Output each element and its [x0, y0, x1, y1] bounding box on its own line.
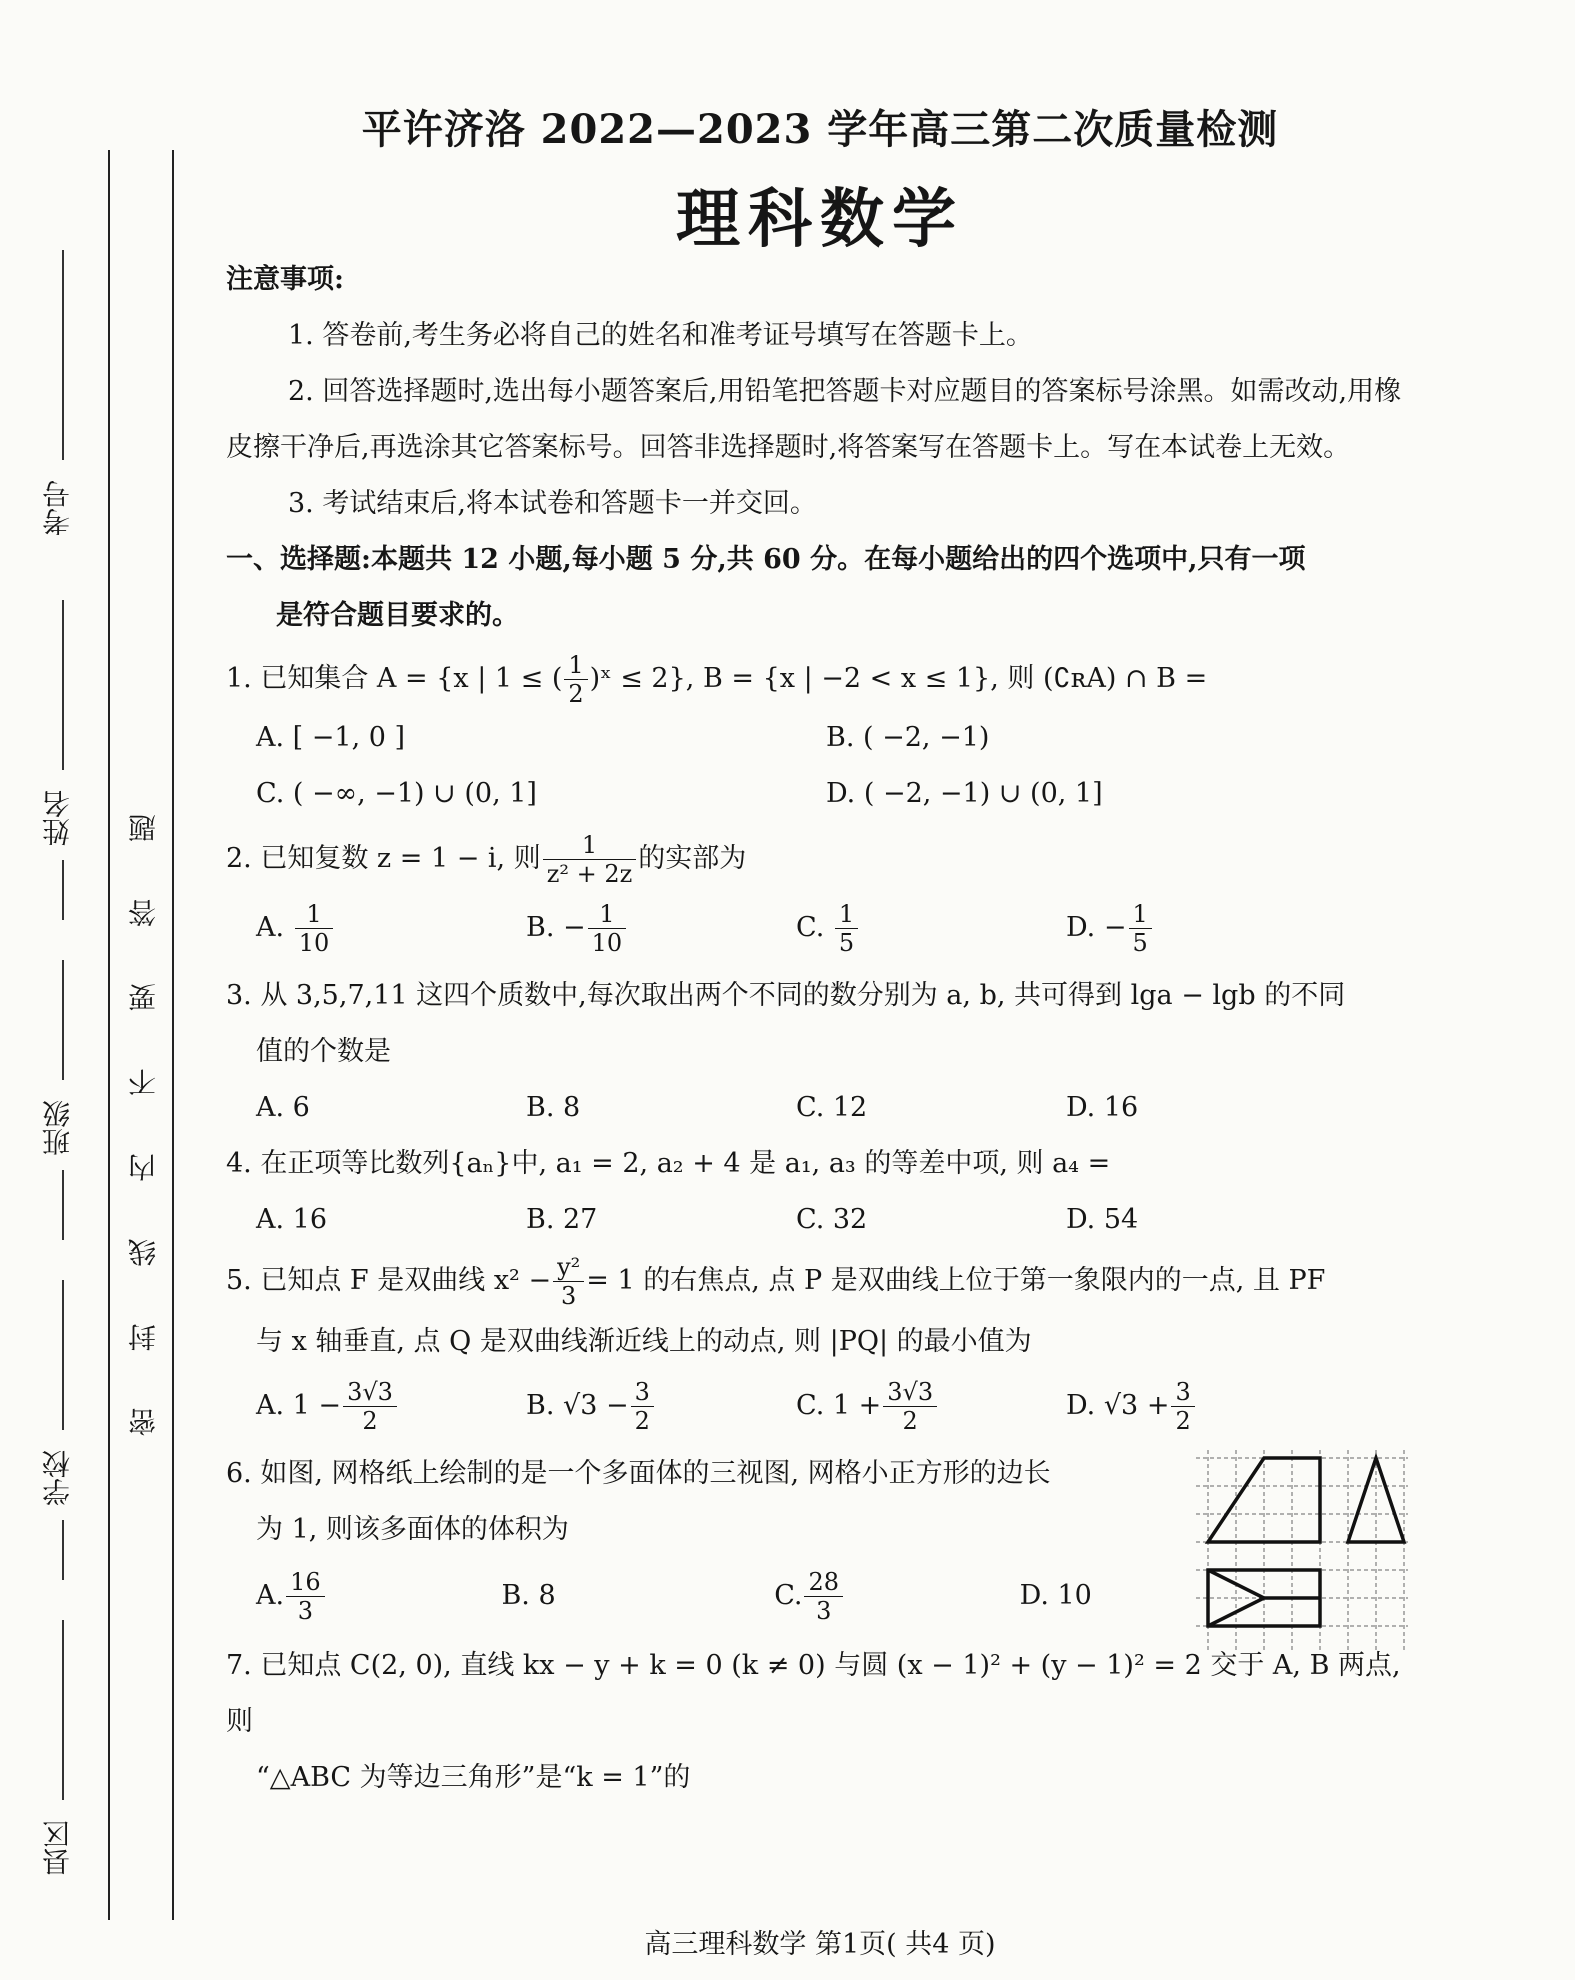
- notice-item: 2. 回答选择题时,选出每小题答案后,用铅笔把答题卡对应题目的答案标号涂黑。如需改动,用橡皮擦干净后,再选涂其它答案标号。回答非选择题时,将答案写在答题卡上。写在本试卷上无效。: [226, 376, 1402, 463]
- exam-title: 平许济洛 2022—2023 学年高三第二次质量检测: [361, 106, 1279, 153]
- question-stem-cont: 的实部为: [638, 843, 747, 874]
- field-label: 学校: [41, 1450, 74, 1506]
- option-d: D. − $\frac{1}{5}$: [1066, 900, 1336, 957]
- question-stem: 3. 从 3,5,7,11 这四个质数中,每次取出两个不同的数分别为 a, b, 共可得到 lga − lgb 的不同: [226, 980, 1346, 1011]
- question-stem: 5. 已知点 F 是双曲线 x² −: [226, 1265, 552, 1296]
- field-label: 姓名: [41, 790, 74, 846]
- question-stem-cont: 值的个数是: [256, 1036, 391, 1067]
- question-stem-cont: 与 x 轴垂直, 点 Q 是双曲线渐近线上的动点, 则 |PQ| 的最小值为: [256, 1326, 1032, 1357]
- field-school: [20, 1280, 80, 1580]
- question-stem: 4. 在正项等比数列{aₙ}中, a₁ = 2, a₂ + 4 是 a₁, a₃ 的等差中项, 则 a₄ =: [226, 1148, 1111, 1179]
- page-footer: 高三理科数学 第1页( 共4 页): [644, 1929, 996, 1960]
- option-d: D. ( −2, −1) ∪ (0, 1]: [826, 778, 1103, 809]
- question-6: [226, 1446, 1426, 1634]
- option-d: D. 54: [1066, 1204, 1139, 1235]
- option-b: B. ( −2, −1): [826, 722, 990, 753]
- option-a: A. 1 − $\frac{3√3}{2}$: [256, 1378, 526, 1435]
- fraction: $\frac{1}{2}$: [564, 651, 587, 708]
- option-a: A. 6: [256, 1092, 310, 1123]
- subject-title: 理科数学: [676, 182, 964, 257]
- notice-heading: 注意事项:: [226, 264, 344, 295]
- field-label: 考号: [41, 480, 74, 536]
- options: [226, 1558, 1156, 1634]
- exam-content: [226, 252, 1426, 1806]
- option-c: C. $\frac{28}{3}$: [774, 1568, 1019, 1625]
- option-d: D. 10: [1019, 1580, 1092, 1611]
- question-stem: 7. 已知点 C(2, 0), 直线 kx − y + k = 0 (k ≠ 0) 与圆 (x − 1)² + (y − 1)² = 2 交于 A, B 两点, 则: [226, 1650, 1401, 1737]
- question-1: [226, 648, 1426, 822]
- notice-item: 1. 答卷前,考生务必将自己的姓名和准考证号填写在答题卡上。: [288, 320, 1033, 351]
- section-heading: 一、选择题:本题共 12 小题,每小题 5 分,共 60 分。在每小题给出的四个选项中,只有一项: [226, 544, 1306, 575]
- option-a: A. 16: [256, 1204, 328, 1235]
- question-stem-cont: = 1 的右焦点, 点 P 是双曲线上位于第一象限内的一点, 且 PF: [586, 1265, 1326, 1296]
- option-a: A. $\frac{16}{3}$: [256, 1568, 501, 1625]
- option-b: B. 8: [526, 1092, 581, 1123]
- option-a: A. $\frac{1}{10}$: [256, 900, 526, 957]
- field-label: 班级: [41, 1100, 74, 1156]
- question-stem-cont: “△ABC 为等边三角形”是“k = 1”的: [256, 1762, 691, 1793]
- question-stem: 6. 如图, 网格纸上绘制的是一个多面体的三视图, 网格小正方形的边长: [226, 1458, 1051, 1489]
- option-b: B. 8: [501, 1580, 556, 1611]
- margin-line-inner: [172, 150, 174, 1920]
- three-view-figure: [1196, 1450, 1408, 1650]
- option-c: C. 12: [796, 1092, 868, 1123]
- field-name: [20, 600, 80, 900]
- options: [226, 1192, 1426, 1244]
- fraction: $\frac{1}{\text{z² + 2z}}$: [543, 831, 637, 888]
- option-c: C. $\frac{1}{5}$: [796, 900, 1066, 957]
- field-class: [20, 960, 80, 1260]
- question-stem-cont: )ˣ ≤ 2}, B = {x | −2 < x ≤ 1}, 则 (∁ʀA) ∩ B =: [589, 663, 1208, 694]
- option-b: B. 27: [526, 1204, 598, 1235]
- option-a: A. [ −1, 0 ]: [256, 722, 406, 753]
- question-stem: 1. 已知集合 A = {x | 1 ≤ (: [226, 663, 563, 694]
- seal-line-notice: 密 封 线 内 不 要 答 题: [127, 790, 160, 1437]
- question-5: [226, 1248, 1426, 1442]
- options: [226, 1370, 1426, 1442]
- question-stem: 2. 已知复数 z = 1 − i, 则: [226, 843, 541, 874]
- fraction: $\frac{\text{y²}}{3}$: [553, 1253, 584, 1310]
- options: [226, 710, 1426, 766]
- question-4: [226, 1136, 1426, 1244]
- options: [226, 766, 1426, 822]
- option-b: B. − $\frac{1}{10}$: [526, 900, 796, 957]
- question-3: [226, 968, 1426, 1132]
- question-7: [226, 1638, 1426, 1806]
- question-2: [226, 826, 1426, 964]
- option-c: C. 1 + $\frac{3√3}{2}$: [796, 1378, 1066, 1435]
- notice-item: 3. 考试结束后,将本试卷和答题卡一并交回。: [288, 488, 817, 519]
- margin-line-outer: [108, 150, 110, 1920]
- grid-lines: [1196, 1450, 1408, 1650]
- options: [226, 1080, 1426, 1132]
- option-d: D. 16: [1066, 1092, 1139, 1123]
- section-heading-cont: 是符合题目要求的。: [276, 600, 519, 631]
- field-exam-number: [20, 250, 80, 550]
- option-b: B. √3 − $\frac{3}{2}$: [526, 1378, 796, 1435]
- options: [226, 892, 1426, 964]
- field-county: [20, 1620, 80, 1920]
- question-stem-cont: 为 1, 则该多面体的体积为: [256, 1514, 569, 1545]
- field-label: 县区: [41, 1820, 74, 1876]
- option-d: D. √3 + $\frac{3}{2}$: [1066, 1378, 1336, 1435]
- option-c: C. ( −∞, −1) ∪ (0, 1]: [256, 778, 537, 809]
- option-c: C. 32: [796, 1204, 868, 1235]
